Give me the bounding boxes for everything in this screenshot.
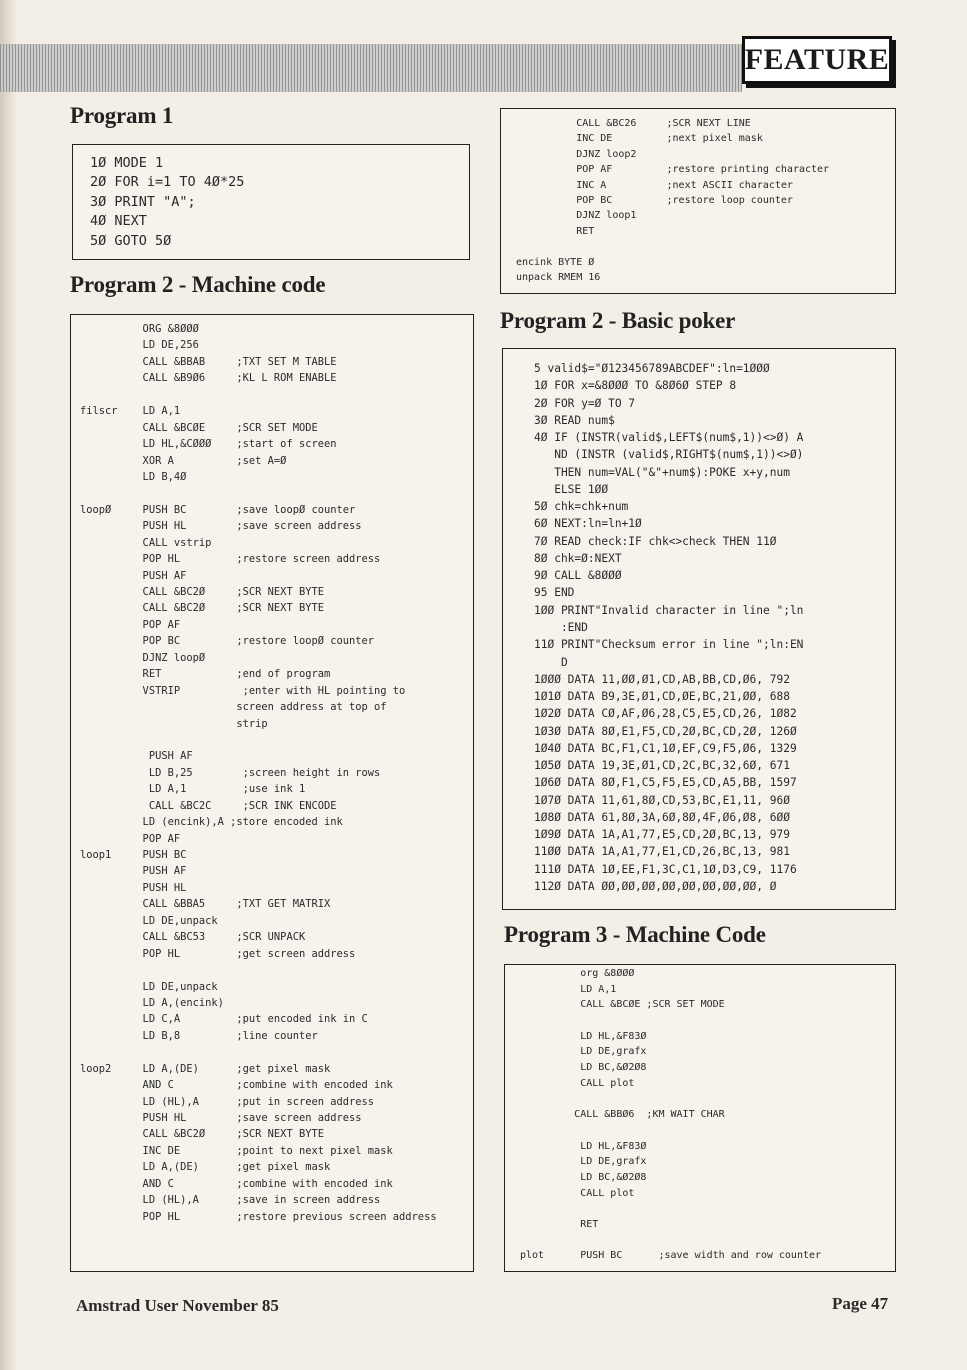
code-line: LD DE,grafx — [520, 1156, 647, 1168]
code-line — [80, 962, 437, 978]
code-line — [80, 1044, 437, 1060]
code-line: PUSH HL ;save screen address — [80, 520, 362, 533]
code-line: 1Ø1Ø DATA B9,3E,Ø1,CD,ØE,BC,21,ØØ, 688 — [534, 690, 790, 704]
code-line: 112Ø DATA ØØ,ØØ,ØØ,ØØ,ØØ,ØØ,ØØ,ØØ, Ø — [534, 879, 777, 893]
code-line: CALL &BBAB ;TXT SET M TABLE — [80, 355, 337, 368]
code-line: 1Ø7Ø DATA 11,61,8Ø,CD,53,BC,E1,11, 96Ø — [534, 793, 790, 807]
code-line: 1Ø5Ø DATA 19,3E,Ø1,CD,2C,BC,32,6Ø, 671 — [534, 759, 790, 773]
code-line: RET ;end of program — [80, 668, 331, 681]
code-line: LD HL,&F83Ø — [520, 1140, 647, 1152]
code-line: CALL &BC2C ;SCR INK ENCODE — [80, 799, 337, 812]
code-line: 5Ø chk=chk+num — [534, 500, 629, 514]
code-line: unpack RMEM 16 — [516, 271, 601, 283]
code-line: plot PUSH BC ;save width and row counter — [520, 1250, 822, 1262]
code-line: 3Ø READ num$ — [534, 413, 615, 427]
code-line: CALL &B9Ø6 ;KL L ROM ENABLE — [80, 372, 337, 385]
code-line — [80, 387, 437, 403]
program-1-code — [90, 154, 244, 251]
code-line: 95 END — [534, 586, 575, 600]
program-3-code — [520, 966, 821, 1264]
code-line — [520, 1123, 821, 1139]
code-line: LD A,1 ;use ink 1 — [80, 783, 306, 796]
code-line: LD DE,unpack — [80, 914, 218, 927]
code-line: 3Ø PRINT "A"; — [90, 193, 196, 210]
code-line: POP AF — [80, 618, 181, 631]
code-line: 9Ø CALL &8ØØØ — [534, 569, 622, 583]
code-line: CALL &BC2Ø ;SCR NEXT BYTE — [80, 1128, 324, 1141]
code-line: loopØ PUSH BC ;save loopØ counter — [80, 503, 356, 516]
feature-label: FEATURE — [744, 43, 890, 76]
code-line: INC A ;next ASCII character — [516, 179, 793, 191]
code-line: LD HL,&F83Ø — [520, 1030, 647, 1042]
feature-label-box — [742, 36, 892, 84]
code-line: LD DE,256 — [80, 339, 199, 352]
code-line: 4Ø NEXT — [90, 213, 147, 230]
code-line: :END — [534, 620, 588, 634]
code-line: LD B,8 ;line counter — [80, 1029, 318, 1042]
program-3-heading: Program 3 - Machine Code — [504, 922, 766, 947]
code-line: 1Ø2Ø DATA CØ,AF,Ø6,28,C5,E5,CD,26, 1Ø82 — [534, 707, 797, 721]
code-line: CALL &BC2Ø ;SCR NEXT BYTE — [80, 586, 324, 598]
code-line: 2Ø FOR y=Ø TO 7 — [534, 396, 636, 410]
code-line: LD DE,grafx — [520, 1046, 647, 1058]
code-line: POP BC ;restore loopØ counter — [80, 635, 375, 648]
code-line: DJNZ loopØ — [80, 651, 206, 664]
code-line: LD BC,&Ø2Ø8 — [520, 1171, 647, 1183]
code-line: 1Ø8Ø DATA 61,8Ø,3A,6Ø,8Ø,4F,Ø6,Ø8, 6ØØ — [534, 810, 790, 824]
code-line: RET — [520, 1219, 599, 1230]
code-line: AND C ;combine with encoded ink — [80, 1079, 393, 1092]
code-line: CALL &BBØ6 ;KM WAIT CHAR — [520, 1109, 725, 1121]
code-line: PUSH AF — [80, 569, 187, 582]
code-line: LD C,A ;put encoded ink in C — [80, 1013, 368, 1026]
code-line: THEN num=VAL("&"+num$):POKE x+y,num — [534, 465, 790, 479]
code-line: ND (INSTR (valid$,RIGHT$(num$,1))<>Ø) — [534, 448, 804, 462]
code-line: LD A,(DE) ;get pixel mask — [80, 1161, 331, 1174]
code-line: 1ØØØ DATA 11,ØØ,Ø1,CD,AB,BB,CD,Ø6, 792 — [534, 672, 790, 686]
code-line: AND C ;combine with encoded ink — [80, 1177, 393, 1190]
program-2-mc-code — [80, 321, 437, 1225]
code-line — [520, 1092, 821, 1108]
code-line: 1Ø3Ø DATA 8Ø,E1,F5,CD,2Ø,BC,CD,2Ø, 126Ø — [534, 724, 797, 738]
code-line: 1Ø4Ø DATA BC,F1,C1,1Ø,EF,C9,F5,Ø6, 1329 — [534, 741, 797, 755]
code-line: CALL &BCØE ;SCR SET MODE — [80, 421, 318, 434]
code-line: LD A,(encink) — [80, 996, 224, 1009]
code-line: CALL plot — [520, 1187, 635, 1199]
code-line: LD (HL),A ;save in screen address — [80, 1194, 381, 1207]
code-line: D — [534, 655, 568, 669]
code-line: VSTRIP ;enter with HL pointing to — [80, 684, 406, 697]
code-line: POP BC ;restore loop counter — [516, 194, 793, 206]
header-band — [0, 44, 742, 92]
code-line: LD HL,&CØØØ ;start of screen — [80, 438, 337, 451]
code-line: ORG &8ØØØ — [80, 323, 199, 335]
code-line: INC DE ;next pixel mask — [516, 133, 763, 145]
code-line: INC DE ;point to next pixel mask — [80, 1144, 393, 1157]
code-line: encink BYTE Ø — [516, 256, 595, 268]
code-line: CALL &BC2Ø ;SCR NEXT BYTE — [80, 602, 324, 615]
code-line: CALL &BBA5 ;TXT GET MATRIX — [80, 898, 331, 911]
code-line: loop2 LD A,(DE) ;get pixel mask — [80, 1062, 331, 1075]
code-line: 1Ø9Ø DATA 1A,A1,77,E5,CD,2Ø,BC,13, 979 — [534, 828, 790, 842]
code-line: PUSH HL — [80, 881, 187, 894]
code-line: 5 valid$="Ø123456789ABCDEF":ln=1ØØØ — [534, 362, 770, 375]
code-line: XOR A ;set A=Ø — [80, 454, 287, 467]
code-line: LD A,1 — [520, 983, 617, 995]
code-line: RET — [516, 225, 595, 237]
code-line: 1Ø6Ø DATA 8Ø,F1,C5,F5,E5,CD,A5,BB, 1597 — [534, 776, 797, 790]
program-2-mc-cont-code — [516, 116, 829, 285]
code-line: filscr LD A,1 — [80, 405, 181, 418]
footer-magazine: Amstrad User November 85 — [76, 1296, 279, 1315]
program-2-mc-heading: Program 2 - Machine code — [70, 272, 326, 297]
code-line: 11Ø PRINT"Checksum error in line ";ln:EN — [534, 638, 804, 652]
code-line: POP HL ;restore screen address — [80, 553, 381, 566]
code-line: LD B,25 ;screen height in rows — [80, 766, 381, 779]
code-line: 11ØØ DATA 1A,A1,77,E1,CD,26,BC,13, 981 — [534, 845, 790, 859]
code-line: org &8ØØØ — [520, 968, 635, 979]
code-line: 1Ø FOR x=&8ØØØ TO &8Ø6Ø STEP 8 — [534, 379, 737, 393]
code-line: 8Ø chk=Ø:NEXT — [534, 551, 622, 565]
code-line: PUSH AF — [80, 750, 193, 763]
code-line: strip — [80, 717, 268, 730]
code-line: LD BC,&Ø2Ø8 — [520, 1062, 647, 1074]
code-line: LD (encink),A ;store encoded ink — [80, 816, 343, 829]
code-line — [80, 732, 437, 748]
code-line: 4Ø IF (INSTR(valid$,LEFT$(num$,1))<>Ø) A — [534, 431, 804, 445]
code-line — [516, 239, 829, 254]
code-line: POP AF — [80, 832, 181, 845]
code-line: loop1 PUSH BC — [80, 849, 187, 861]
code-line: 5Ø GOTO 5Ø — [90, 232, 172, 249]
code-line: CALL plot — [520, 1077, 635, 1089]
code-line: DJNZ loop2 — [516, 148, 637, 160]
code-line — [520, 1201, 821, 1217]
program-2-basic-code — [534, 360, 803, 895]
footer-page-number: Page 47 — [832, 1294, 889, 1313]
code-line: ELSE 1ØØ — [534, 482, 609, 496]
code-line: POP AF ;restore printing character — [516, 164, 830, 176]
code-line: CALL &BC53 ;SCR UNPACK — [80, 931, 306, 944]
code-line: DJNZ loop1 — [516, 210, 637, 222]
code-line: POP HL ;restore previous screen address — [80, 1210, 437, 1223]
code-line — [520, 1233, 821, 1249]
code-line: POP HL ;get screen address — [80, 947, 356, 960]
code-line — [80, 485, 437, 501]
code-line: LD DE,unpack — [80, 980, 218, 993]
code-line — [520, 1013, 821, 1029]
program-1-heading: Program 1 — [70, 103, 174, 128]
code-line: CALL vstrip — [80, 536, 212, 549]
code-line: CALL &BCØE ;SCR SET MODE — [520, 999, 725, 1011]
code-line: 1ØØ PRINT"Invalid character in line ";ln — [534, 603, 804, 617]
code-line: 111Ø DATA 1Ø,EE,F1,3C,C1,1Ø,D3,C9, 1176 — [534, 862, 797, 876]
code-line: 6Ø NEXT:ln=ln+1Ø — [534, 517, 642, 531]
code-line: 7Ø READ check:IF chk<>check THEN 11Ø — [534, 534, 777, 548]
code-line: LD B,4Ø — [80, 470, 187, 483]
code-line: PUSH HL ;save screen address — [80, 1112, 362, 1124]
code-line: PUSH AF — [80, 865, 187, 878]
program-2-basic-heading: Program 2 - Basic poker — [500, 308, 736, 333]
code-line: 2Ø FOR i=1 TO 4Ø*25 — [90, 174, 245, 191]
code-line: CALL &BC26 ;SCR NEXT LINE — [516, 118, 751, 129]
page-binding-shadow — [0, 0, 18, 1370]
code-line: LD (HL),A ;put in screen address — [80, 1095, 375, 1108]
code-line: screen address at top of — [80, 701, 387, 714]
code-line: 1Ø MODE 1 — [90, 155, 164, 171]
